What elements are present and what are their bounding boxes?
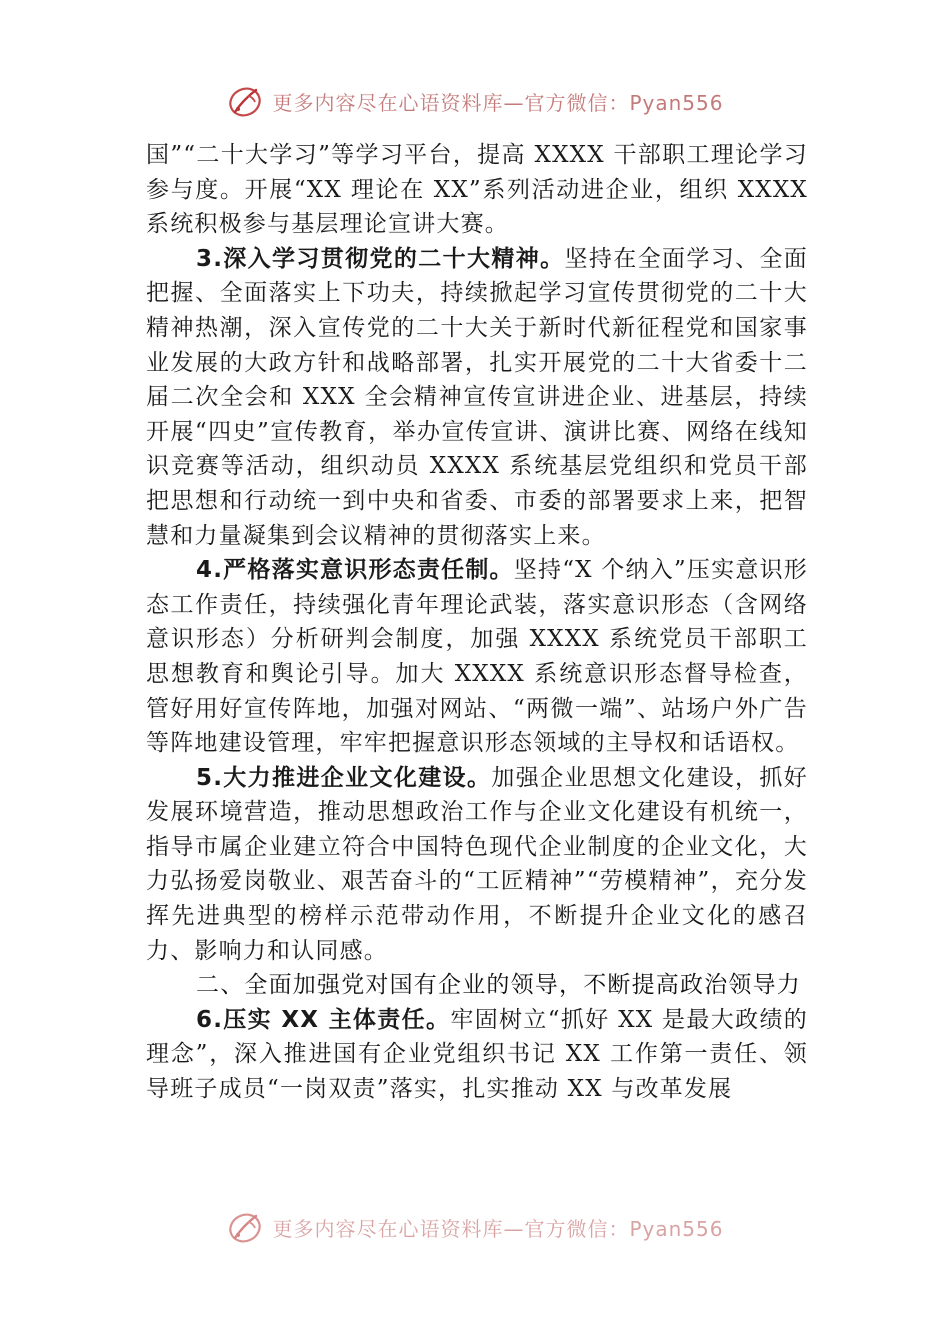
document-body	[146, 138, 808, 1107]
paragraph-item-5	[146, 761, 808, 969]
footer-watermark	[0, 1208, 950, 1246]
paragraph-text: 牢固树立“抓好 XX 是最大政绩的理念”，深入推进国有企业党组织书记 XX 工作第一责任、领导班子成员“一岗双责”落实，扎实推动 XX 与改革发展	[146, 1006, 808, 1103]
paragraph-lead: 4.严格落实意识形态责任制。	[196, 557, 514, 584]
paragraph-lead: 5.大力推进企业文化建设。	[196, 764, 492, 791]
watermark-text: 更多内容尽在心语资料库—官方微信：Pyan556	[272, 1216, 724, 1241]
pen-feather-logo-icon	[226, 1208, 264, 1246]
paragraph-continuation	[146, 138, 808, 242]
paragraph-item-4	[146, 553, 808, 761]
paragraph-lead: 6.压实 XX 主体责任。	[196, 1006, 451, 1033]
paragraph-lead: 3.深入学习贯彻党的二十大精神。	[196, 245, 565, 272]
paragraph-text: 坚持在全面学习、全面把握、全面落实上下功夫，持续掀起学习宣传贯彻党的二十大精神热潮，深入宣传党的二十大关于新时代新征程党和国家事业发展的大政方针和战略部署，扎实开展党的二十大省委十二届二次全会和 XXX 全会精神宣传宣讲进企业、进基层，持续开展“四史”宣传教育，举办宣传宣讲、演讲比赛、网络在线知识竞赛等活动，组织动员 XXXX 系统基层党组织和党员干部把思想和行动统一到中央和省委、市委的部署要求上来，把智慧和力量凝集到会议精神的贯彻落实上来。	[146, 245, 809, 549]
section-heading: 二、全面加强党对国有企业的领导，不断提高政治领导力	[196, 972, 801, 999]
pen-feather-logo-icon	[226, 82, 264, 120]
paragraph-item-3	[146, 242, 808, 553]
watermark-text: 更多内容尽在心语资料库—官方微信：Pyan556	[272, 90, 724, 115]
paragraph-item-6	[146, 1003, 808, 1107]
paragraph-text: 坚持“X 个纳入”压实意识形态工作责任，持续强化青年理论武装，落实意识形态（含网络意识形态）分析研判会制度，加强 XXXX 系统党员干部职工思想教育和舆论引导。加大 XXXX 系统意识形态督导检查，管好用好宣传阵地，加强对网站、“两微一端”、站场户外广告等阵地建设管理，牢牢把握意识形态领域的主导权和话语权。	[146, 557, 808, 757]
paragraph-text: 加强企业思想文化建设，抓好发展环境营造，推动思想政治工作与企业文化建设有机统一，指导市属企业建立符合中国特色现代企业制度的企业文化，大力弘扬爱岗敬业、艰苦奋斗的“工匠精神”“劳模精神”，充分发挥先进典型的榜样示范带动作用，不断提升企业文化的感召力、影响力和认同感。	[146, 764, 808, 964]
paragraph-text: 国”“二十大学习”等学习平台，提高 XXXX 干部职工理论学习参与度。开展“XX 理论在 XX”系列活动进企业，组织 XXXX 系统积极参与基层理论宣讲大赛。	[146, 142, 808, 238]
header-watermark	[0, 82, 950, 120]
